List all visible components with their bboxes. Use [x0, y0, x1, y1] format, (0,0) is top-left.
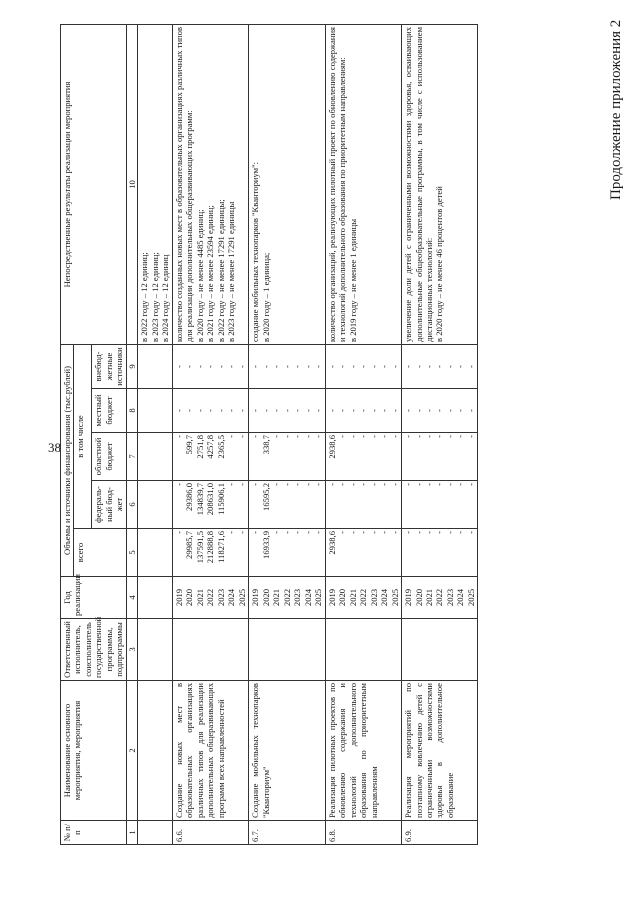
cell-line: -	[358, 483, 369, 486]
col-num-8: 8	[126, 389, 137, 433]
cell-line: 115906,1	[215, 483, 226, 515]
row-number: 6.8.	[325, 821, 401, 845]
cell-line: создание мобильных технопарков "Кванториум":	[250, 162, 261, 342]
cell-line: -	[250, 531, 261, 534]
cell-line: -	[379, 435, 390, 438]
cell-line: 16933,9	[260, 531, 271, 559]
col-num-3: 3	[126, 619, 137, 681]
years-cell	[402, 577, 478, 619]
col-offbudget-header: внебюд-жетные источники	[92, 344, 126, 388]
total-cell	[249, 529, 325, 577]
cell-line: -	[403, 435, 414, 438]
cell-line: -	[326, 483, 337, 486]
cell-line: -	[434, 365, 445, 368]
cell-line: -	[358, 435, 369, 438]
cell-line: -	[444, 483, 455, 486]
cell-line: -	[173, 435, 184, 438]
cell-line: 2019	[250, 588, 261, 607]
cell-line: 599,7	[184, 435, 195, 455]
cell-line: -	[347, 409, 358, 412]
cell-line: 2751,8	[194, 435, 205, 459]
cell-line: -	[434, 483, 445, 486]
col-name-header: Наименование основного мероприятия, мероприятия	[61, 681, 127, 821]
cell-line: в 2021 году – не менее 23594 единиц;	[205, 205, 216, 342]
cell-line: -	[226, 365, 237, 368]
cell-line: -	[413, 409, 424, 412]
cell-line: -	[347, 483, 358, 486]
local-cell	[249, 389, 325, 433]
carryover-row	[138, 24, 172, 844]
cell-line: 2025	[313, 588, 324, 607]
cell-line: -	[205, 365, 216, 368]
cell-line: -	[173, 365, 184, 368]
cell-line: -	[347, 531, 358, 534]
cell-line: в 2020 году – не менее 4485 единиц;	[194, 209, 205, 342]
regional-cell	[402, 433, 478, 481]
col-federal-header: федераль-ный бюд-жет	[92, 481, 126, 529]
cell-line: -	[250, 483, 261, 486]
cell-line: 2365,5	[215, 435, 226, 459]
cell-line: -	[337, 531, 348, 534]
cell-line: -	[444, 409, 455, 412]
cell-line: -	[281, 435, 292, 438]
cell-line: -	[250, 435, 261, 438]
col-num-10: 10	[126, 24, 137, 344]
table-row	[325, 24, 401, 844]
cell-line: -	[292, 409, 303, 412]
cell-line: -	[403, 483, 414, 486]
measure-name: Создание мобильных технопарков "Кванториум"	[249, 681, 325, 821]
cell-line: -	[184, 365, 195, 368]
cell-line: -	[465, 483, 476, 486]
cell-line: -	[250, 365, 261, 368]
cell-line: -	[465, 531, 476, 534]
cell-line: 2022	[358, 588, 369, 607]
carryover-results	[138, 24, 172, 344]
cell-line: -	[434, 531, 445, 534]
cell-line: 2024	[379, 588, 390, 607]
cell-line: -	[302, 435, 313, 438]
cell-line: -	[302, 531, 313, 534]
cell-line: -	[403, 409, 414, 412]
cell-line: -	[271, 365, 282, 368]
cell-line: -	[215, 409, 226, 412]
cell-line: в 2019 году – не менее 1 единицы	[347, 218, 358, 342]
cell-line: -	[455, 435, 466, 438]
cell-line: -	[444, 435, 455, 438]
cell-line: -	[313, 365, 324, 368]
rotated-table-area	[60, 25, 610, 845]
cell-line: -	[444, 531, 455, 534]
col-num-1: 1	[126, 821, 137, 845]
cell-line: 2025	[465, 588, 476, 607]
cell-line: -	[413, 483, 424, 486]
cell-line: -	[173, 409, 184, 412]
cell-line: -	[379, 531, 390, 534]
cell-line: -	[347, 435, 358, 438]
continuation-label: Продолжение приложения 2	[608, 20, 624, 201]
cell-line: 2021	[194, 588, 205, 607]
cell-line: 2023	[215, 588, 226, 607]
cell-line: -	[173, 531, 184, 534]
cell-line: -	[368, 409, 379, 412]
cell-line: 2020	[413, 588, 424, 607]
federal-cell	[172, 481, 248, 529]
cell-line: 2023	[292, 588, 303, 607]
cell-line: -	[313, 435, 324, 438]
cell-line: -	[326, 409, 337, 412]
program-table	[60, 24, 478, 845]
col-local-header: местный бюджет	[92, 389, 126, 433]
cell-line: 4257,8	[205, 435, 216, 459]
carryover-line: в 2024 году – 12 единиц	[160, 254, 171, 342]
col-total-header: всего	[74, 529, 126, 577]
row-number: 6.7.	[249, 821, 325, 845]
local-cell	[172, 389, 248, 433]
cell-line: -	[250, 409, 261, 412]
cell-line: -	[368, 531, 379, 534]
cell-line: -	[292, 531, 303, 534]
cell-line: -	[455, 409, 466, 412]
col-results-header: Непосредственные результаты реализации мероприятия	[61, 24, 127, 344]
cell-line: -	[281, 483, 292, 486]
cell-line: -	[226, 483, 237, 486]
cell-line: -	[271, 483, 282, 486]
cell-line: -	[444, 365, 455, 368]
cell-line: -	[226, 435, 237, 438]
cell-line: -	[465, 409, 476, 412]
cell-line: -	[413, 365, 424, 368]
cell-line: -	[455, 531, 466, 534]
col-regional-header: областной бюджет	[92, 433, 126, 481]
cell-line: -	[358, 365, 369, 368]
col-num-4: 4	[126, 577, 137, 619]
cell-line: -	[368, 365, 379, 368]
cell-line: 118271,6	[215, 531, 226, 563]
col-num-2: 2	[126, 681, 137, 821]
cell-line: 2021	[271, 588, 282, 607]
cell-line: -	[292, 435, 303, 438]
col-num-7: 7	[126, 433, 137, 481]
cell-line: -	[215, 365, 226, 368]
cell-line: -	[226, 531, 237, 534]
cell-line: количество организаций, реализующих пилотный проект по обновлению содержания и технологий дополнительного образования по приоритетным направлениям:	[326, 26, 348, 342]
cell-line: 2019	[326, 588, 337, 607]
cell-line: 134839,7	[194, 483, 205, 516]
measure-name: Реализация пилотных проектов по обновлению содержания и технологий дополнительного образования по приоритетным направлениям	[325, 681, 401, 821]
cell-line: -	[260, 409, 271, 412]
cell-line: -	[313, 531, 324, 534]
cell-line: -	[423, 435, 434, 438]
cell-line: -	[379, 365, 390, 368]
results-cell	[172, 24, 248, 344]
col-num-9: 9	[126, 344, 137, 388]
col-num-6: 6	[126, 481, 137, 529]
cell-line: -	[236, 365, 247, 368]
cell-line: -	[194, 365, 205, 368]
cell-line: 2021	[423, 588, 434, 607]
table-row	[172, 24, 248, 844]
cell-line: -	[271, 435, 282, 438]
cell-line: -	[423, 483, 434, 486]
cell-line: 29985,7	[184, 531, 195, 559]
cell-line: 2022	[281, 588, 292, 607]
col-number-header: № п/п	[61, 821, 127, 845]
total-cell	[402, 529, 478, 577]
federal-cell	[325, 481, 401, 529]
executor-cell	[172, 619, 248, 681]
cell-line: -	[465, 435, 476, 438]
cell-line: 2021	[347, 588, 358, 607]
local-cell	[402, 389, 478, 433]
cell-line: 2025	[389, 588, 400, 607]
table-row	[402, 24, 478, 844]
cell-line: -	[434, 409, 445, 412]
cell-line: -	[423, 531, 434, 534]
cell-line: -	[326, 365, 337, 368]
measure-name: Создание новых мест в образовательных организациях различных типов для реализации дополнительных общеразвивающих программ всех направленностей	[172, 681, 248, 821]
executor-cell	[249, 619, 325, 681]
regional-cell	[325, 433, 401, 481]
cell-line: 212888,8	[205, 531, 216, 564]
cell-line: -	[302, 365, 313, 368]
col-executor-header: Ответственный исполнитель, соисполнитель государственной программы, подпрограммы	[61, 619, 127, 681]
total-cell	[325, 529, 401, 577]
cell-line: -	[389, 409, 400, 412]
years-cell	[249, 577, 325, 619]
cell-line: 16595,2	[260, 483, 271, 511]
regional-cell	[172, 433, 248, 481]
cell-line: -	[455, 365, 466, 368]
cell-line: 2938,6	[326, 435, 337, 459]
cell-line: 2022	[434, 588, 445, 607]
cell-line: -	[389, 435, 400, 438]
cell-line: -	[281, 531, 292, 534]
carryover-line: в 2022 году – 12 единиц;	[139, 252, 150, 342]
offbudget-cell	[172, 344, 248, 388]
cell-line: 2023	[368, 588, 379, 607]
executor-cell	[325, 619, 401, 681]
row-number: 6.6.	[172, 821, 248, 845]
cell-line: 2022	[205, 588, 216, 607]
cell-line: -	[292, 365, 303, 368]
cell-line: -	[337, 483, 348, 486]
local-cell	[325, 389, 401, 433]
cell-line: -	[455, 483, 466, 486]
cell-line: -	[358, 409, 369, 412]
cell-line: в 2020 году – 1 единица;	[260, 252, 271, 342]
cell-line: -	[379, 409, 390, 412]
cell-line: -	[281, 409, 292, 412]
cell-line: -	[434, 435, 445, 438]
cell-line: -	[379, 483, 390, 486]
cell-line: -	[236, 435, 247, 438]
cell-line: -	[205, 409, 216, 412]
cell-line: -	[389, 483, 400, 486]
cell-line: -	[236, 531, 247, 534]
federal-cell	[249, 481, 325, 529]
cell-line: -	[403, 365, 414, 368]
cell-line: 2938,6	[326, 531, 337, 555]
cell-line: -	[389, 531, 400, 534]
cell-line: -	[226, 409, 237, 412]
cell-line: 2019	[173, 588, 184, 607]
cell-line: 2019	[403, 588, 414, 607]
cell-line: -	[271, 531, 282, 534]
page-number: 38	[48, 440, 61, 455]
cell-line: -	[368, 435, 379, 438]
cell-line: 338,7	[260, 435, 271, 455]
offbudget-cell	[249, 344, 325, 388]
cell-line: 2020	[337, 588, 348, 607]
row-number: 6.9.	[402, 821, 478, 845]
cell-line: -	[313, 483, 324, 486]
cell-line: -	[403, 531, 414, 534]
cell-line: -	[236, 483, 247, 486]
cell-line: -	[347, 365, 358, 368]
table-row	[249, 24, 325, 844]
cell-line: в 2023 году – не менее 17291 единицы	[226, 201, 237, 342]
cell-line: -	[358, 531, 369, 534]
offbudget-cell	[325, 344, 401, 388]
cell-line: -	[236, 409, 247, 412]
cell-line: -	[337, 435, 348, 438]
cell-line: -	[292, 483, 303, 486]
executor-cell	[402, 619, 478, 681]
incl-header: в том числе	[74, 344, 92, 528]
years-cell	[325, 577, 401, 619]
cell-line: увеличение доли детей с ограниченными возможностями здоровья, осваивающих дополнительные общеобразовательные программы, в том числе с использованием дистанционных технологий:	[403, 26, 434, 342]
cell-line: -	[337, 409, 348, 412]
results-cell	[325, 24, 401, 344]
cell-line: -	[271, 409, 282, 412]
cell-line: -	[281, 365, 292, 368]
cell-line: -	[194, 409, 205, 412]
cell-line: -	[260, 365, 271, 368]
funding-group-header: Объемы и источники финансирования (тыс.рублей)	[61, 344, 74, 576]
cell-line: в 2020 году – не менее 46 процентов детей	[434, 186, 445, 342]
measure-name: Реализация мероприятий по поэтапному вовлечению детей с ограниченными возможностями здоровья в дополнительное образование	[402, 681, 478, 821]
cell-line: 2024	[226, 588, 237, 607]
cell-line: -	[413, 531, 424, 534]
cell-line: 2025	[236, 588, 247, 607]
cell-line: -	[302, 409, 313, 412]
cell-line: -	[423, 365, 434, 368]
col-year-header: Год реализации	[61, 577, 127, 619]
cell-line: 29386,0	[184, 483, 195, 511]
cell-line: 2024	[455, 588, 466, 607]
cell-line: -	[413, 435, 424, 438]
total-cell	[172, 529, 248, 577]
regional-cell	[249, 433, 325, 481]
results-cell	[402, 24, 478, 344]
cell-line: 137591,5	[194, 531, 205, 564]
results-cell	[249, 24, 325, 344]
cell-line: -	[173, 483, 184, 486]
years-cell	[172, 577, 248, 619]
cell-line: 2020	[260, 588, 271, 607]
cell-line: -	[184, 409, 195, 412]
cell-line: -	[368, 483, 379, 486]
cell-line: 2023	[444, 588, 455, 607]
federal-cell	[402, 481, 478, 529]
cell-line: количество созданных новых мест в образовательных организациях различных типов для реализации дополнительных общеразвивающих программ:	[173, 26, 195, 342]
col-num-5: 5	[126, 529, 137, 577]
cell-line: -	[337, 365, 348, 368]
cell-line: 2020	[184, 588, 195, 607]
cell-line: -	[389, 365, 400, 368]
offbudget-cell	[402, 344, 478, 388]
cell-line: -	[302, 483, 313, 486]
cell-line: -	[465, 365, 476, 368]
cell-line: -	[313, 409, 324, 412]
carryover-line: в 2023 году – 12 единиц;	[149, 252, 160, 342]
cell-line: 208631,0	[205, 483, 216, 516]
cell-line: в 2022 году – не менее 17291 единицы;	[215, 199, 226, 342]
cell-line: -	[423, 409, 434, 412]
cell-line: 2024	[302, 588, 313, 607]
